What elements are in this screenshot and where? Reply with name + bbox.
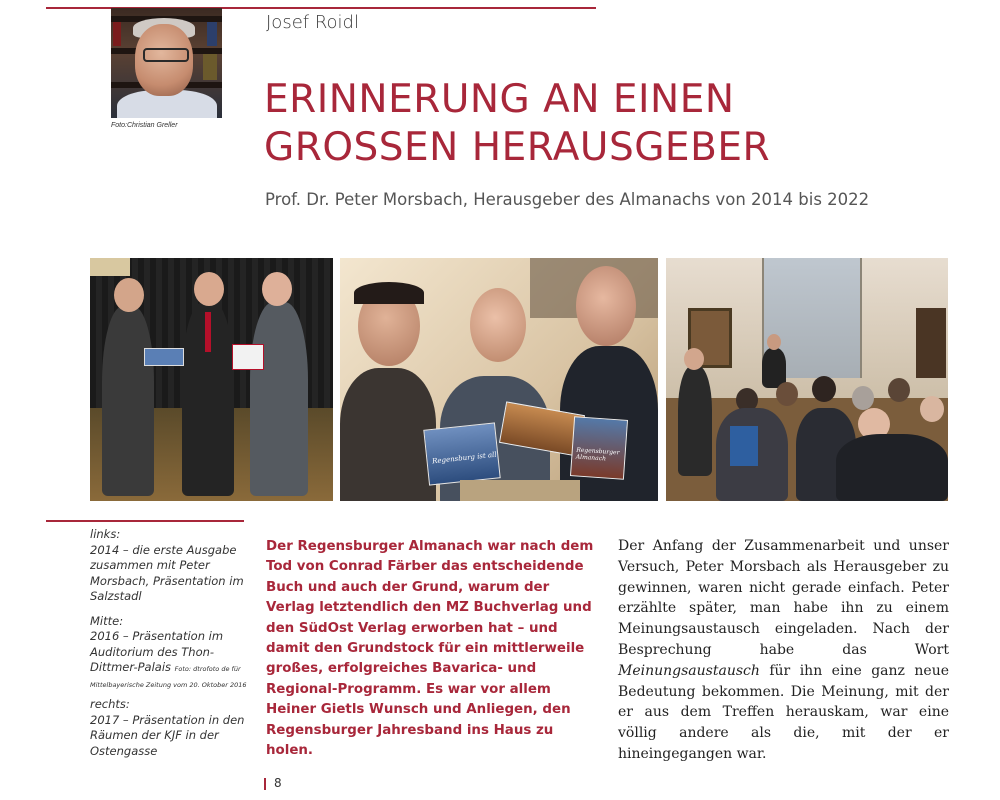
caption-middle-label: Mitte: bbox=[90, 613, 124, 628]
article-title bbox=[264, 76, 864, 172]
book-title-left: Regensburg ist all bbox=[431, 450, 497, 466]
caption-right-label: rechts: bbox=[90, 697, 130, 711]
caption-middle bbox=[90, 629, 250, 691]
photo-presentation-2014 bbox=[90, 258, 333, 501]
article-subtitle: Prof. Dr. Peter Morsbach, Herausgeber des Almanachs von 2014 bis 2022 bbox=[265, 190, 870, 209]
caption-rule bbox=[46, 520, 244, 522]
caption-left-text: 2014 – die erste Ausgabe zusammen mit Peter Morsbach, Präsentation im Salzstadl bbox=[90, 542, 244, 603]
intro-paragraph: Der Regensburger Almanach war nach dem Tod von Conrad Färber das entscheidende Buch und auch der Grund, warum der Verlag letztendlich den MZ Buchverlag und den SüdOst Verlag erworben hat – und damit den Grundstock für ein mittlerweile großes, erfolgreiches Bavarica- und Regional-Programm. Es war vor allem Heiner Gietls Wunsch und Anliegen, den Regensburger Jahresband ins Haus zu holen. bbox=[266, 539, 594, 759]
portrait-credit: Foto:Christian Greller bbox=[111, 122, 178, 129]
photo-captions bbox=[90, 527, 250, 768]
page-number-text: 8 bbox=[274, 776, 282, 790]
caption-left-label: links: bbox=[90, 527, 121, 541]
photo-presentation-2017 bbox=[666, 258, 948, 501]
caption-right-text: 2017 – Präsentation in den Räumen der KJF in der Ostengasse bbox=[90, 712, 245, 758]
caption-middle-credit: Foto: dtrofoto de für Mittelbayerische Zeitung vom 20. Oktober 2016 bbox=[90, 665, 247, 689]
body-emphasis: Meinungsaustausch bbox=[618, 662, 760, 679]
author-portrait bbox=[111, 8, 222, 118]
title-line-1: ERINNERUNG AN EINEN bbox=[264, 77, 735, 122]
body-part-2: für ihn eine ganz neue Bedeutung bekommen. Die Meinung, mit der er aus dem Treffen herauskam, war eine völlig andere als die, mit der er hineingegangen war. bbox=[618, 662, 949, 762]
author-name: Josef Roidl bbox=[266, 12, 359, 33]
caption-middle-text: 2016 – Präsentation im Auditorium des Thon-Dittmer-Palais bbox=[90, 629, 224, 674]
photo-presentation-2016 bbox=[340, 258, 658, 501]
body-paragraph bbox=[618, 536, 949, 765]
title-line-2: GROSSEN HERAUSGEBER bbox=[264, 125, 771, 170]
book-title-right: Regensburger Almanach bbox=[575, 446, 620, 463]
body-part-1: Der Anfang der Zusammenarbeit und unser Versuch, Peter Morsbach als Herausgeber zu gewinnen, waren nicht gerade einfach. Peter erzählte später, man habe ihn zu einem Meinungsaustausch eingeladen. Nach der Besprechung habe das Wort bbox=[618, 538, 949, 658]
page-number bbox=[266, 776, 282, 790]
